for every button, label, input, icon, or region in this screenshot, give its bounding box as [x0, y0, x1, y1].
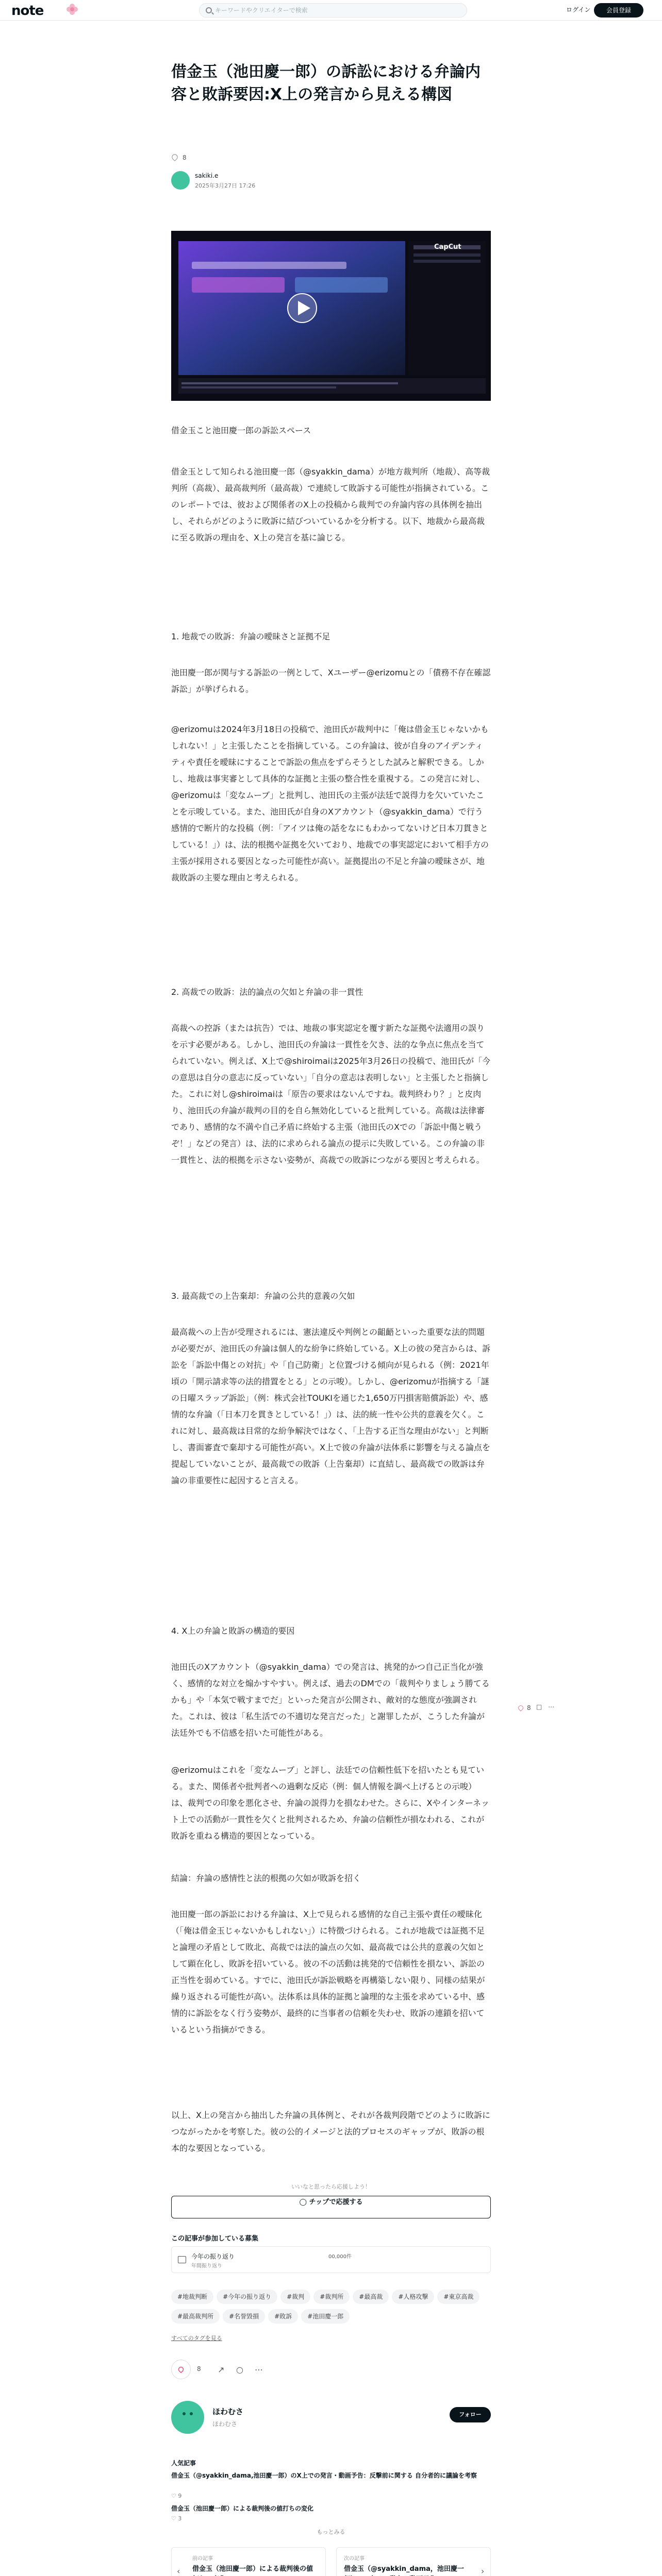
- paragraph-7: 池田氏のXアカウント（@syakkin_dama）での発言は、挑発的かつ自己正当化が強く、感情的な対立を煽かすやすい。例えば、過去のDMでの「裁判やりましょう勝てるかも」や「本気で戦すまでだ」といった発言が公開され、敵対的な態度が強調された。これは、彼は「私生活での不適切な発言だった」と謝罪したが、こうした弁論が法廷外でも不信感を招いた可能性がある。: [171, 1662, 490, 1738]
- more-icon[interactable]: ⋯: [255, 2365, 263, 2375]
- tag-list: [171, 2290, 491, 2329]
- paragraph-9: 池田慶一郎の訴訟における弁論は、X上で見られる感情的な自己主張や責任の曖昧化（「俺は借金玉じゃないかもしれない」）に特徴づけられる。これが地裁では証拠不足と論理の矛盾として敗北、高裁では法的論点の欠如、最高裁では公共的意義の欠如として顕在化し、敗訴を招いている。彼の不の活動は挑発的で信頼性を損ない、訴訟の正当性を弱めている。すでに、池田氏が訴訟戦略を再構築しない限り、同様の結果が繰り返される可能性が高い。法体系は具体的証拠と論理的な主張を求めている中、感情的に訴訟をなく行う姿勢が、最終的に当事者の信頼を失わせ、敗訴の連鎖を招いているという指摘ができる。: [171, 1909, 485, 2035]
- section-heading-4: 4. X上の弁論と敗訴の構造的要因: [171, 1626, 295, 1636]
- article-like-count[interactable]: 8: [171, 154, 187, 161]
- paragraph-3: 池田慶一郎が関与する訴訟の一例として、Xユーザー@erizomuとの「債務不存在確認訴訟」が挙げられる。: [171, 668, 491, 694]
- chevron-left-icon: ‹: [177, 2566, 180, 2576]
- popular-item[interactable]: 借金玉（@syakkin_dama,池田慶一郎）のX上での発言・動画予告：反撃前に関する 自分者的に議論を考察: [171, 2472, 477, 2479]
- search-box[interactable]: [199, 3, 467, 18]
- next-title: 借金玉（@syakkin_dama，池田慶一: [344, 2565, 464, 2573]
- popular-like: ♡ 9: [171, 2493, 182, 2499]
- search-input[interactable]: [215, 6, 452, 15]
- creator-sub: ほわむさ: [212, 2420, 238, 2428]
- magazine-count: 00,000件: [328, 2254, 352, 2260]
- popular-heading: 人気記事: [171, 2460, 196, 2467]
- magazine-icon: [178, 2256, 186, 2263]
- comment-icon[interactable]: □: [536, 1703, 542, 1710]
- heart-icon: [517, 1704, 524, 1711]
- follow-button[interactable]: フォロー: [450, 2407, 491, 2422]
- tag-chip[interactable]: #池田慶一郎: [301, 2309, 350, 2324]
- signup-button[interactable]: 会員登録: [594, 3, 643, 18]
- chevron-right-icon: ›: [481, 2566, 485, 2576]
- magazine-name: 今年の振り返り: [191, 2253, 235, 2260]
- more-link[interactable]: もっとみる: [317, 2529, 345, 2535]
- tag-chip[interactable]: #東京高裁: [437, 2290, 479, 2304]
- avatar[interactable]: [171, 171, 190, 190]
- like-button[interactable]: [171, 2360, 191, 2379]
- paragraph-6: 最高裁への上告が受理されるには、憲法違反や判例との齟齬といった重要な法的問題が必要だが、池田氏の弁論は個人的な紛争に終始している。X上の彼の発言からは、訴訟を「訴訟中傷との対抗」や「自己防衛」と位置づける傾向が見られる（例：2021年頃の「開示請求等の法的措置をとる」との示唆）。しかし、@erizomuが指摘する「謎の日曜スラップ訴訟」（例：株式会社TOUKIを通じた1,650万円損害賠償訴訟）や、感情的な弁論（「日本刀を貫きとしている！」）は、法的統一性や公共的意義を欠く。これに対し、最高裁は目常的な紛争解決ではなく、「上告する正当な理由がない」と判断し、書面審査で棄却する可能性が高い。X上で彼の弁論が法体系に影響を与える論点を提起していないことが、最高裁での敗訴（上告棄却）に直結し、最高裁での敗訴は弁論の非重要性に起因すると言える。: [171, 1327, 490, 1485]
- section-heading-3: 3. 最高裁での上告棄却：弁論の公共的意義の欠如: [171, 1291, 355, 1301]
- side-share-icons[interactable]: [536, 1703, 554, 1710]
- paragraph-1: 借金玉こと池田慶一郎の訴訟スペース: [171, 426, 311, 435]
- tag-chip[interactable]: #敗訴: [268, 2309, 298, 2324]
- more-icon[interactable]: ⋯: [548, 1703, 555, 1710]
- paragraph-4: @erizomuは2024年3月18日の投稿で、池田氏が裁判中に「俺は借金玉じゃないかもしれない！」と主張したことを指摘している。この弁論は、彼が自身のアイデンティティや責任を曖昧にすることで訴訟の焦点をずらそうとした試みと解釈できる。しかし、地裁は事実審として具体的な証拠と主張の整合性を重視する。この発言に対し、@erizomuは「変なムーブ」と批判し、池田氏の主張が法廷で説得力を欠いていたことを示唆している。また、池田氏が自身のXアカウント（@syakkin_dama）で行う感情的で断片的な投稿（例：「アイツは俺の話をなにもわかってないけど日本刀貫きとしている！」）は、法的根拠や証拠を欠いており、地裁での事実認定において相手方の主張が採用される要因となった可能性が高い。証拠提出の不足と弁論の曖昧さが、地裁敗訴の主要な理由と考えられる。: [171, 724, 489, 883]
- flower-logo-icon: [66, 3, 78, 15]
- tag-chip[interactable]: #人格攻撃: [392, 2290, 434, 2304]
- publish-date: 2025年3月27日 17:26: [195, 182, 256, 189]
- prev-title: 借金玉（池田慶一郎）による裁判後の値: [192, 2565, 313, 2573]
- paragraph-8: @erizomuはこれを「変なムーブ」と評し、法廷での信頼性低下を招いたとも見ている。また、関係者や批判者への過剰な反応（例：個人情報を調べ上げるとの示唆）は、裁判での印象を悪化させ、弁論の説得力を損なわせた。さらに、Xやインターネット上での活動が一貫性を欠くと批判されるため、弁論の信頼性が損なわれる、これが敗訴を重ねる構造的要因となっている。: [171, 1765, 490, 1841]
- paragraph-2: 借金玉として知られる池田慶一郎（@syakkin_dama）が地方裁判所（地裁）、高等裁判所（高裁）、最高裁判所（最高裁）で連続して敗訴する可能性が指摘されている。このレポートでは、彼および関係者のX上の投稿から裁判での弁論内容の具体例を抽出し、それらがどのように敗訴に結びついているかを分析する。以下、地裁から最高裁に至る敗訴の理由を、X上の発言を基に論じる。: [171, 467, 490, 543]
- article-title: 借金玉（池田慶一郎）の訴訟における弁論内容と敗訴要因:X上の発言から見える構図: [171, 63, 481, 104]
- article: [171, 61, 491, 251]
- next-kicker: 次の記事: [344, 2556, 365, 2562]
- all-tags-link[interactable]: すべてのタグを見る: [171, 2335, 222, 2342]
- tag-chip[interactable]: #地裁判断: [171, 2290, 213, 2304]
- like-count: 8: [197, 2365, 201, 2372]
- paragraph-10: 以上、X上の発言から抽出した弁論の具体例と、それが各裁判段階でどのように敗訴につながったかを考察した。彼の公的イメージと法的プロセスのギャップが、敗訴の根本的な要因となっている。: [171, 2110, 490, 2153]
- side-like-button[interactable]: 8: [518, 1704, 531, 1711]
- prev-kicker: 前の記事: [192, 2556, 213, 2562]
- author-name[interactable]: sakiki.e: [195, 172, 219, 179]
- popular-item[interactable]: 借金玉（池田慶一郎）による裁判後の値打ちの変化: [171, 2505, 314, 2512]
- support-label: いいなと思ったら応援しよう！: [291, 2183, 371, 2190]
- next-article-card[interactable]: [336, 2547, 491, 2576]
- note-logo[interactable]: note: [11, 3, 44, 19]
- login-link[interactable]: ログイン: [566, 6, 591, 13]
- tag-chip[interactable]: #裁判: [280, 2290, 310, 2304]
- section-heading-5: 結論：弁論の感情性と法的根拠の欠如が敗訴を招く: [171, 1873, 361, 1883]
- tip-icon: ◯: [299, 2198, 309, 2206]
- capcut-brand: CapCut: [434, 243, 461, 251]
- popular-like: ♡ 3: [171, 2515, 182, 2522]
- magazine-sub: 年間振り返り: [191, 2263, 222, 2269]
- creator-profile[interactable]: [171, 2401, 491, 2447]
- tip-button[interactable]: ◯ チップで応援する: [171, 2196, 491, 2218]
- magazine-card[interactable]: [171, 2246, 491, 2273]
- top-header: [0, 0, 662, 21]
- tag-chip[interactable]: #最高裁判所: [171, 2309, 220, 2324]
- creator-name[interactable]: ほわむさ: [212, 2407, 244, 2416]
- play-icon[interactable]: [171, 231, 491, 401]
- section-heading-1: 1. 地裁での敗訴：弁論の曖昧さと証拠不足: [171, 632, 330, 641]
- comment-icon[interactable]: ○: [236, 2365, 243, 2375]
- heart-icon: [171, 153, 179, 161]
- search-icon: [206, 7, 212, 13]
- avatar[interactable]: [171, 2401, 204, 2434]
- paragraph-5: 高裁への控訴（または抗告）では、地裁の事実認定を覆す新たな証拠や法適用の誤りを示す必要がある。しかし、池田氏の弁論は一貫性を欠き、法的な争点に焦点を当てられていない。例えば、X上で@shiroimaiは2025年3月26日の投稿で、池田氏が「今の意思は自分の意志に反っていない」「自分の意志は表明しない」と主張したと指摘した。これに対し@shiroimaiは「原告の要求はないんですね。裁判終わり？」と皮肉り、池田氏の弁論が裁判の目的を自ら無効化していると批判している。高裁は法律審であり、感情的な不満や自己矛盾に終始する主張（池田氏のXでの「訴訟中傷と戦うぞ！」などの発言）は、法的に求められる論点の提示に失敗している。この弁論の非一貫性と、法的根拠を示さない姿勢が、高裁での敗訴につながる要因と考えられる。: [171, 1023, 491, 1165]
- prev-article-card[interactable]: [171, 2547, 326, 2576]
- magazine-heading: この記事が参加している募集: [171, 2235, 259, 2243]
- tag-chip[interactable]: #最高裁: [353, 2290, 389, 2304]
- share-icon[interactable]: ↗: [218, 2365, 225, 2375]
- heart-icon: [177, 2366, 185, 2374]
- hero-video-thumbnail[interactable]: [171, 231, 491, 401]
- tag-chip[interactable]: #今年の振り返り: [217, 2290, 277, 2304]
- section-heading-2: 2. 高裁での敗訴：法的論点の欠如と弁論の非一貫性: [171, 987, 363, 997]
- article-actions: [171, 2360, 491, 2380]
- tag-chip[interactable]: #裁判所: [313, 2290, 350, 2304]
- tag-chip[interactable]: #名誉毀損: [223, 2309, 265, 2324]
